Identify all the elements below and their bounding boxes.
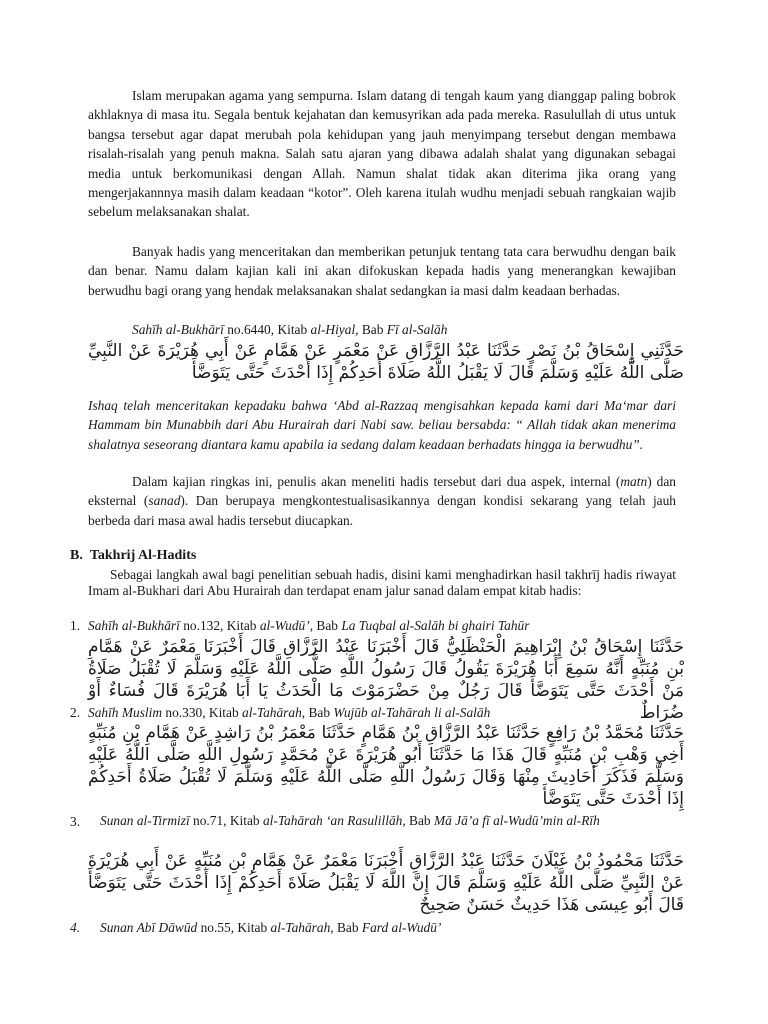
hadith-source-citation: [132, 320, 447, 339]
item-4-kitab: al-Tahārah: [270, 920, 331, 935]
item-4-citation: [100, 918, 441, 937]
item-2-bab-prefix: , Bab: [301, 705, 334, 720]
item-4-book: Sunan Abī Dāwūd: [100, 920, 198, 935]
item-1-arabic: حَدَّثَنَا إِسْحَاقُ بْنُ إِبْرَاهِيمَ الْحَنْظَلِيُّ قَالَ أَخْبَرَنَا عَبْدُ الرَّزَّاقِ قَالَ أَخْبَرَنَا مَعْمَرٌ عَنْ هَمَّامِ بْنِ مُنَبِّهٍ أَنَّهُ سَمِعَ أَبَا هُرَيْرَةَ يَقُولُ قَالَ رَسُولُ اللَّهِ صَلَّى اللَّهُ عَلَيْهِ وَسَلَّمَ لَا تُقْبَلُ صَلَاةُ مَنْ أَحْدَثَ حَتَّى يَتَوَضَّأَ قَالَ رَجُلٌ مِنْ حَضْرَمَوْتَ مَا الْحَدَثُ يَا أَبَا هُرَيْرَةَ قَالَ فُسَاءٌ أَوْ ضُرَاطٌ: [88, 637, 684, 723]
item-2-arabic: حَدَّثَنَا مُحَمَّدُ بْنُ رَافِعٍ حَدَّثَنَا عَبْدُ الرَّزَّاقِ بْنُ هَمَّامٍ حَدَّثَنَا مَعْمَرُ بْنُ رَاشِدٍ عَنْ هَمَّامِ بْنِ مُنَبِّهٍ أَخِي وَهْبِ بْنِ مُنَبِّهٍ قَالَ هَذَا مَا حَدَّثَنَا أَبُو هُرَيْرَةَ عَنْ مُحَمَّدٍ رَسُولِ اللَّهِ صَلَّى اللَّهُ عَلَيْهِ وَسَلَّمَ فَذَكَرَ أَحَادِيثَ مِنْهَا وَقَالَ رَسُولُ اللَّهِ صَلَّى اللَّهُ عَلَيْهِ وَسَلَّمَ لَا تُقْبَلُ صَلَاةُ أَحَدِكُمْ إِذَا أَحْدَثَ حَتَّى يَتَوَضَّأَ: [88, 723, 684, 809]
hadith-translation: Ishaq telah menceritakan kepadaku bahwa ‘Abd al-Razzaq mengisahkan kepada kami dari Ma‘mar dari Hammam bin Munabbih dari Abu Hurairah dari Nabi saw. beliau bersabda: “ Allah tidak akan menerima shalatnya seseorang diantara kamu apabila ia sedang dalam keadaan berhadats hingga ia berwudhu”.: [88, 398, 676, 452]
item-3-citation: [100, 812, 676, 830]
intro-paragraph-3: [88, 472, 676, 530]
section-b-title: Takhrij Al-Hadits: [89, 548, 197, 563]
section-b-heading: [70, 548, 196, 564]
item-4-bab-prefix: , Bab: [330, 920, 362, 935]
section-b-label: B.: [70, 548, 83, 563]
para3-part-a: Dalam kajian ringkas ini, penulis akan meneliti hadis tersebut dari dua aspek, internal (: [132, 474, 621, 489]
item-2-bab: Wujūb al-Tahārah li al-Salāh: [333, 705, 491, 720]
item-1-mid: no.132, Kitab: [179, 618, 260, 633]
item-3-mid: no.71, Kitab: [189, 813, 263, 828]
item-3-bab-prefix: , Bab: [402, 813, 434, 828]
item-4-mid: no.55, Kitab: [197, 920, 271, 935]
item-1-kitab: al-Wudū’: [259, 618, 310, 633]
item-1-number: 1.: [70, 618, 81, 633]
intro-paragraph-2: Banyak hadis yang menceritakan dan memberikan petunjuk tentang tata cara berwudhu dengan baik dan benar. Namu dalam kajian kali ini akan difokuskan kepada hadis yang menerangkan kewajiban berwudhu bagi orang yang hendak melaksanakan shalat sedangkan ia masi dalm keadaan berhadas.: [88, 244, 676, 298]
item-1-book: Sahīh al-Bukhārī: [88, 618, 180, 633]
source-bab: Fī al-Salāh: [386, 322, 448, 337]
para3-sanad: sanad: [148, 493, 181, 509]
item-2-kitab: al-Tahārah: [242, 705, 302, 720]
item-3-arabic: حَدَّثَنَا مَحْمُودُ بْنُ غَيْلَانَ حَدَّثَنَا عَبْدُ الرَّزَّاقِ أَخْبَرَنَا مَعْمَرٌ عَنْ هَمَّامِ بْنِ مُنَبِّهٍ عَنْ أَبِي هُرَيْرَةَ عَنْ النَّبِيِّ صَلَّى اللَّهُ عَلَيْهِ وَسَلَّمَ قَالَ إِنَّ اللَّهَ لَا يَقْبَلُ صَلَاةَ أَحَدِكُمْ إِذَا أَحْدَثَ حَتَّى يَتَوَضَّأَ قَالَ أَبُو عِيسَى هَذَا حَدِيثٌ حَسَنٌ صَحِيحٌ: [88, 851, 684, 915]
source-book: Sahīh al-Bukhārī: [132, 322, 224, 337]
intro-paragraph-1: Islam merupakan agama yang sempurna. Islam datang di tengah kaum yang dianggap paling bobrok akhlaknya di masa itu. Segala bentuk kejahatan dan kemusyrikan ada pada mereka. Rasulullah di utus untuk bangsa tersebut agar dapat merubah pola kehidupan yang jauh menyimpang tersebut dengan membawa risalah-risalah yang penuh makna. Salah satu ajaran yang dibawa adalah shalat yang digunakan sebagai media untuk berkomunikasi dengan Allah. Namun shalat tidak akan diterima jika orang yang mengerjakannnya masih dalam keadaan “kotor”. Oleh karena itulah wudhu menjadi sebuah rangkaian wajib sebelum melaksanakan shalat.: [88, 88, 676, 220]
item-3-kitab: al-Tahārah ‘an Rasulillāh: [262, 813, 403, 828]
item-3-number: 3.: [70, 814, 81, 829]
item-2-mid: no.330, Kitab: [162, 705, 242, 720]
item-4-number: 4.: [70, 920, 81, 935]
item-1-bab-prefix: , Bab: [309, 618, 342, 633]
item-2-book: Sahīh Muslim: [88, 705, 163, 720]
para3-part-b: ) dan eksternal (: [88, 474, 676, 509]
item-4-bab: Fard al-Wudū’: [361, 920, 442, 935]
para3-part-c: ). Dan berupaya mengkontestualisasikannya dengan kondisi sekarang yang telah jauh berbeda dari masa awal hadis tersebut diucapkan.: [88, 493, 677, 528]
source-number: no.6440, Kitab: [223, 322, 311, 337]
item-1-bab: La Tuqbal al-Salāh bi ghairi Tahūr: [341, 618, 530, 633]
source-kitab: al-Hiyal: [310, 322, 356, 337]
arabic-hadith-main: حَدَّثَنِي إِسْحَاقُ بْنُ نَصْرٍ حَدَّثَنَا عَبْدُ الرَّزَّاقِ عَنْ مَعْمَرٍ عَنْ هَمَّامٍ عَنْ أَبِي هُرَيْرَةَ عَنْ النَّبِيِّ صَلَّى اللَّهُ عَلَيْهِ وَسَلَّمَ قَالَ لَا يَقْبَلُ اللَّهُ صَلَاةَ أَحَدِكُمْ إِذَا أَحْدَثَ حَتَّى يَتَوَضَّأَ: [88, 341, 684, 383]
section-b-intro: Sebagai langkah awal bagi penelitian sebuah hadis, disini kami menghadirkan hasil takhrīj hadis riwayat Imam al-Bukhari dari Abu Hurairah dan terdapat enam jalur sanad dalam empat kitab hadis:: [88, 567, 676, 598]
item-1-citation: [88, 616, 529, 635]
item-3-bab: Mā Jā’a fī al-Wudū’min al-Rīh: [433, 813, 600, 828]
item-2-citation: [88, 703, 490, 722]
para3-matn: matn: [620, 474, 648, 489]
source-bab-prefix: , Bab: [355, 322, 387, 337]
item-2-number: 2.: [70, 705, 81, 720]
item-3-book: Sunan al-Tirmizī: [100, 813, 190, 828]
